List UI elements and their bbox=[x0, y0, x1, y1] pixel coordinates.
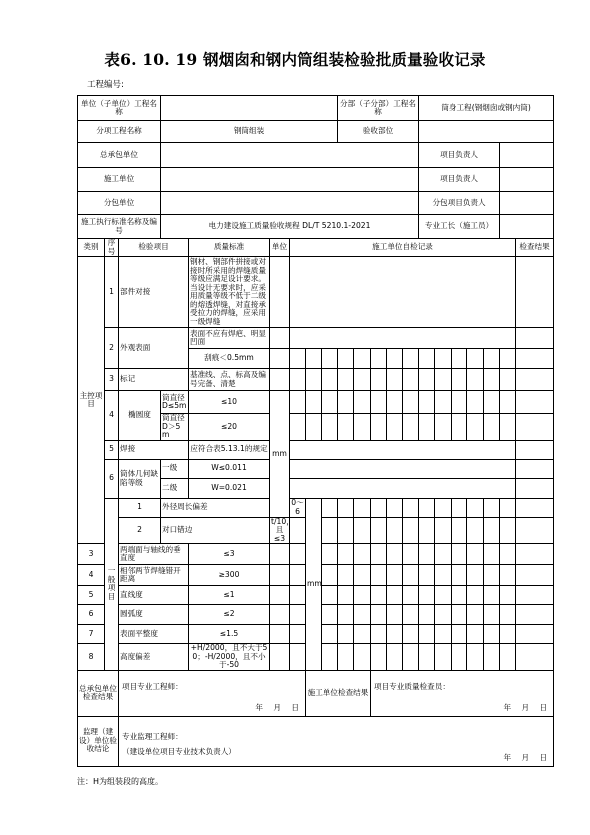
unit-project-name-label: 单位（子单位）工程名称 bbox=[78, 96, 161, 121]
check-cell[interactable] bbox=[484, 349, 500, 369]
result-header: 检查结果 bbox=[516, 239, 554, 257]
check-cell[interactable] bbox=[290, 625, 306, 644]
check-item-cell: 对口错边 bbox=[161, 517, 270, 544]
check-cell[interactable] bbox=[419, 605, 435, 625]
check-cell[interactable] bbox=[403, 517, 419, 544]
check-cell[interactable] bbox=[270, 644, 290, 671]
check-cell[interactable] bbox=[306, 414, 322, 441]
check-cell[interactable] bbox=[467, 586, 484, 605]
unit-project-name-value[interactable] bbox=[161, 96, 338, 121]
subcontractor-label: 分包单位 bbox=[78, 192, 161, 215]
gc-sign-date: 年 月 日 bbox=[255, 703, 299, 712]
check-cell[interactable] bbox=[371, 391, 387, 414]
check-cell[interactable] bbox=[354, 414, 371, 441]
check-cell[interactable] bbox=[403, 644, 419, 671]
check-cell[interactable] bbox=[403, 605, 419, 625]
seq-cell: 1 bbox=[105, 257, 119, 328]
check-cell[interactable] bbox=[435, 517, 452, 544]
check-cell[interactable] bbox=[500, 605, 516, 625]
check-cell[interactable] bbox=[354, 349, 371, 369]
check-item-cell: 圆弧度 bbox=[119, 605, 189, 625]
check-cell[interactable] bbox=[371, 349, 387, 369]
seq-cell: 2 bbox=[119, 517, 161, 544]
check-cell[interactable] bbox=[419, 644, 435, 671]
check-cell[interactable] bbox=[484, 498, 500, 517]
category-header: 类别 bbox=[78, 239, 105, 257]
check-cell[interactable] bbox=[500, 586, 516, 605]
standard-cell: W=0.021 bbox=[189, 478, 270, 498]
check-cell[interactable] bbox=[270, 544, 290, 565]
check-cell[interactable] bbox=[484, 565, 500, 586]
check-cell[interactable] bbox=[452, 369, 467, 391]
standard-value: 电力建设施工质量验收规程 DL/T 5210.1-2021 bbox=[161, 215, 419, 239]
check-cell[interactable] bbox=[467, 414, 484, 441]
unit-cell: mm bbox=[306, 498, 322, 670]
seq-cell: 3 bbox=[105, 369, 119, 391]
check-cell[interactable] bbox=[371, 565, 387, 586]
check-item-cell: 相邻两节焊缝错开距离 bbox=[119, 565, 189, 586]
result-cell[interactable] bbox=[516, 459, 554, 478]
check-cell[interactable] bbox=[500, 544, 516, 565]
subcontractor-value[interactable] bbox=[161, 192, 419, 215]
seq-cell: 8 bbox=[78, 644, 105, 671]
seq-cell: 5 bbox=[105, 440, 119, 459]
standard-cell: ≤20 bbox=[189, 414, 270, 441]
standard-cell: ≤10 bbox=[189, 391, 270, 414]
check-cell[interactable] bbox=[322, 498, 338, 517]
check-cell[interactable] bbox=[403, 544, 419, 565]
item-project-name-value[interactable]: 钢筒组装 bbox=[161, 121, 338, 143]
check-item-cell: 直线度 bbox=[119, 586, 189, 605]
check-cell[interactable] bbox=[290, 586, 306, 605]
constructor-value[interactable] bbox=[161, 168, 419, 192]
check-cell[interactable] bbox=[338, 517, 354, 544]
check-cell[interactable] bbox=[270, 565, 290, 586]
check-cell[interactable] bbox=[290, 369, 306, 391]
check-cell[interactable] bbox=[403, 391, 419, 414]
main-control-label: 主控项目 bbox=[78, 257, 105, 544]
check-cell[interactable] bbox=[500, 349, 516, 369]
check-cell[interactable] bbox=[290, 349, 306, 369]
check-cell[interactable] bbox=[354, 565, 371, 586]
result-cell[interactable] bbox=[516, 565, 554, 586]
check-cell[interactable] bbox=[306, 369, 322, 391]
check-item-cell: 表面平整度 bbox=[119, 625, 189, 644]
general-contractor-value[interactable] bbox=[161, 143, 419, 168]
check-cell[interactable] bbox=[322, 544, 338, 565]
check-cell[interactable] bbox=[338, 369, 354, 391]
check-cell[interactable] bbox=[354, 498, 371, 517]
result-cell[interactable] bbox=[516, 625, 554, 644]
check-cell[interactable] bbox=[290, 644, 306, 671]
self-check-cell[interactable] bbox=[290, 478, 516, 498]
gc-project-lead-value[interactable] bbox=[500, 143, 554, 168]
seq-cell: 4 bbox=[78, 565, 105, 586]
seq-cell: 1 bbox=[119, 498, 161, 517]
standard-cell: W≤0.011 bbox=[189, 459, 270, 478]
check-cell[interactable] bbox=[354, 369, 371, 391]
check-cell[interactable] bbox=[338, 605, 354, 625]
check-cell[interactable] bbox=[452, 517, 467, 544]
result-cell[interactable] bbox=[516, 369, 554, 391]
check-cell[interactable] bbox=[338, 349, 354, 369]
check-cell[interactable] bbox=[403, 565, 419, 586]
check-cell[interactable] bbox=[338, 544, 354, 565]
gc-project-lead-label: 项目负责人 bbox=[419, 143, 500, 168]
constructor-lead-value[interactable] bbox=[500, 168, 554, 192]
check-cell[interactable] bbox=[322, 349, 338, 369]
check-cell[interactable] bbox=[290, 605, 306, 625]
check-cell[interactable] bbox=[500, 369, 516, 391]
standard-cell: ≤2 bbox=[189, 605, 270, 625]
seq-cell: 6 bbox=[78, 605, 105, 625]
check-cell[interactable] bbox=[419, 565, 435, 586]
check-cell[interactable] bbox=[467, 391, 484, 414]
self-check-cell[interactable] bbox=[290, 328, 516, 349]
check-cell[interactable] bbox=[387, 414, 403, 441]
check-cell[interactable] bbox=[452, 544, 467, 565]
check-cell[interactable] bbox=[290, 414, 306, 441]
standard-cell: t/10，且≤3 bbox=[271, 516, 294, 543]
check-cell[interactable] bbox=[371, 605, 387, 625]
check-cell[interactable] bbox=[371, 625, 387, 644]
sub-project-lead-label: 分包项目负责人 bbox=[419, 192, 500, 215]
footnote: 注：H为组装段的高度。 bbox=[77, 777, 164, 786]
check-cell[interactable] bbox=[435, 369, 452, 391]
unit-cell bbox=[270, 349, 290, 369]
check-cell[interactable] bbox=[484, 586, 500, 605]
check-cell[interactable] bbox=[270, 586, 290, 605]
supervision-conclusion-label: 监理（建设）单位验收结论 bbox=[78, 716, 119, 766]
check-item-cell: 两端面与轴线的垂直度 bbox=[119, 544, 189, 565]
check-cell[interactable] bbox=[387, 605, 403, 625]
check-item-cell: 焊接 bbox=[119, 440, 189, 459]
check-cell[interactable] bbox=[435, 391, 452, 414]
check-cell[interactable] bbox=[270, 625, 290, 644]
standard-cell: +H/2000，且不大于50；-H/2000，且不小于-50 bbox=[189, 644, 270, 671]
check-cell[interactable] bbox=[322, 625, 338, 644]
sub-item-cell: 筒直径D≤5m bbox=[161, 391, 189, 414]
constructor-label: 施工单位 bbox=[78, 168, 161, 192]
check-cell[interactable] bbox=[306, 349, 322, 369]
check-cell[interactable] bbox=[354, 625, 371, 644]
constructor-signature-cell[interactable] bbox=[371, 670, 554, 716]
check-cell[interactable] bbox=[306, 391, 322, 414]
check-cell[interactable] bbox=[387, 517, 403, 544]
check-cell[interactable] bbox=[387, 391, 403, 414]
check-cell[interactable] bbox=[322, 391, 338, 414]
check-cell[interactable] bbox=[270, 605, 290, 625]
check-cell[interactable] bbox=[338, 644, 354, 671]
check-item-cell: 标记 bbox=[119, 369, 189, 391]
seq-cell: 4 bbox=[105, 391, 119, 441]
check-cell[interactable] bbox=[322, 586, 338, 605]
seq-header: 序号 bbox=[105, 239, 119, 257]
subunit-project-name-value[interactable]: 筒身工程(钢烟囱或钢内筒) bbox=[419, 96, 554, 121]
check-cell[interactable] bbox=[338, 565, 354, 586]
check-item-cell: 外观表面 bbox=[119, 328, 189, 369]
check-cell[interactable] bbox=[403, 498, 419, 517]
check-cell[interactable] bbox=[371, 544, 387, 565]
check-cell[interactable] bbox=[322, 644, 338, 671]
self-check-cell[interactable] bbox=[290, 459, 516, 478]
check-cell[interactable] bbox=[516, 517, 554, 544]
check-cell[interactable] bbox=[435, 586, 452, 605]
project-number-label: 工程编号: bbox=[87, 80, 124, 90]
check-cell[interactable] bbox=[452, 644, 467, 671]
check-cell[interactable] bbox=[467, 644, 484, 671]
check-cell[interactable] bbox=[484, 544, 500, 565]
check-cell[interactable] bbox=[387, 644, 403, 671]
result-cell[interactable] bbox=[516, 391, 554, 414]
check-cell[interactable] bbox=[354, 605, 371, 625]
check-cell[interactable] bbox=[467, 625, 484, 644]
check-cell[interactable] bbox=[467, 565, 484, 586]
check-cell[interactable] bbox=[403, 349, 419, 369]
check-cell[interactable] bbox=[484, 414, 500, 441]
check-cell[interactable] bbox=[500, 517, 516, 544]
check-cell[interactable] bbox=[419, 586, 435, 605]
foreman-label: 专业工长（施工员） bbox=[419, 215, 500, 239]
check-cell[interactable] bbox=[371, 498, 387, 517]
supervising-engineer-label: 专业监理工程师： bbox=[122, 731, 183, 741]
gc-check-result-label: 总承包单位检查结果 bbox=[78, 670, 119, 716]
sub-item-cell: 筒直径D＞5m bbox=[161, 414, 189, 441]
general-items-label: 一般项目 bbox=[105, 498, 119, 670]
check-cell[interactable] bbox=[467, 605, 484, 625]
check-cell[interactable] bbox=[435, 498, 452, 517]
check-cell[interactable] bbox=[419, 498, 435, 517]
check-cell[interactable] bbox=[387, 586, 403, 605]
sub-item-cell: 一级 bbox=[161, 459, 189, 478]
check-cell[interactable] bbox=[435, 605, 452, 625]
check-cell[interactable] bbox=[354, 391, 371, 414]
check-cell[interactable] bbox=[467, 544, 484, 565]
check-cell[interactable] bbox=[452, 586, 467, 605]
standard-cell: 表面不应有焊疤、明显凹面 bbox=[189, 328, 270, 349]
check-cell[interactable] bbox=[419, 349, 435, 369]
unit-cell bbox=[270, 328, 290, 349]
check-cell[interactable] bbox=[452, 498, 467, 517]
unit-cell bbox=[270, 369, 290, 391]
standard-cell: 应符合表5.13.1的规定 bbox=[189, 440, 270, 459]
document-title: 表6. 10. 19 钢烟囱和钢内筒组装检验批质量验收记录 bbox=[104, 50, 486, 69]
check-cell[interactable] bbox=[484, 625, 500, 644]
standard-cell: ≤1.5 bbox=[189, 625, 270, 644]
result-cell[interactable] bbox=[516, 257, 554, 328]
check-item-header: 检验项目 bbox=[119, 239, 189, 257]
check-cell[interactable] bbox=[500, 498, 516, 517]
item-project-name-label: 分项工程名称 bbox=[78, 121, 161, 143]
quality-inspector-label: 项目专业质量检查员： bbox=[374, 681, 450, 691]
result-cell[interactable] bbox=[516, 478, 554, 498]
result-cell[interactable] bbox=[516, 586, 554, 605]
check-cell[interactable] bbox=[484, 605, 500, 625]
check-cell[interactable] bbox=[387, 498, 403, 517]
standard-cell: 基准线、点、标高及编号完备、清楚 bbox=[189, 369, 270, 391]
check-cell[interactable] bbox=[354, 544, 371, 565]
check-cell[interactable] bbox=[419, 625, 435, 644]
owner-tech-lead-label: （建设单位项目专业技术负责人） bbox=[122, 746, 236, 756]
check-cell[interactable] bbox=[435, 414, 452, 441]
self-check-cell[interactable] bbox=[290, 257, 516, 328]
check-cell[interactable] bbox=[500, 391, 516, 414]
seq-cell: 2 bbox=[105, 328, 119, 369]
result-cell[interactable] bbox=[516, 644, 554, 671]
result-cell[interactable] bbox=[516, 440, 554, 459]
check-cell[interactable] bbox=[371, 369, 387, 391]
constructor-lead-label: 项目负责人 bbox=[419, 168, 500, 192]
self-check-header: 施工单位自检记录 bbox=[290, 239, 516, 257]
check-cell[interactable] bbox=[452, 414, 467, 441]
constructor-sign-date: 年 月 日 bbox=[503, 703, 548, 712]
check-cell[interactable] bbox=[419, 414, 435, 441]
supervision-sign-date: 年 月 日 bbox=[503, 753, 548, 762]
check-cell[interactable] bbox=[452, 349, 467, 369]
seq-cell: 6 bbox=[105, 459, 119, 498]
check-cell[interactable] bbox=[338, 625, 354, 644]
standard-cell: ≤3 bbox=[189, 544, 270, 565]
check-cell[interactable] bbox=[322, 369, 338, 391]
check-item-cell: 部件对接 bbox=[119, 257, 189, 328]
check-cell[interactable] bbox=[484, 369, 500, 391]
result-cell[interactable] bbox=[516, 328, 554, 349]
check-cell[interactable] bbox=[419, 544, 435, 565]
check-cell[interactable] bbox=[322, 565, 338, 586]
seq-cell: 5 bbox=[78, 586, 105, 605]
check-cell[interactable] bbox=[290, 565, 306, 586]
check-cell[interactable] bbox=[290, 544, 306, 565]
check-cell[interactable] bbox=[290, 391, 306, 414]
check-cell[interactable] bbox=[387, 369, 403, 391]
check-cell[interactable] bbox=[322, 605, 338, 625]
check-cell[interactable] bbox=[467, 517, 484, 544]
standard-cell: ≥300 bbox=[189, 565, 270, 586]
check-cell[interactable] bbox=[354, 644, 371, 671]
check-cell[interactable] bbox=[403, 414, 419, 441]
unit-cell: mm bbox=[270, 391, 290, 518]
foreman-value[interactable] bbox=[500, 215, 554, 239]
check-cell[interactable] bbox=[500, 625, 516, 644]
check-cell[interactable] bbox=[484, 517, 500, 544]
check-cell[interactable] bbox=[371, 586, 387, 605]
standard-cell: 钢材、钢部件拼接或对接时所采用的焊缝质量等级应满足设计要求。当设计无要求时，应采用质量等级不低于二级的熔透焊缝，对直接承受拉力的焊缝，应采用一级焊缝 bbox=[189, 257, 270, 328]
check-cell[interactable] bbox=[435, 349, 452, 369]
standard-header: 质量标准 bbox=[189, 239, 270, 257]
subunit-project-name-label: 分部（子分部）工程名称 bbox=[338, 96, 419, 121]
gc-signature-cell[interactable] bbox=[119, 670, 306, 716]
check-cell[interactable] bbox=[387, 625, 403, 644]
check-cell[interactable] bbox=[484, 644, 500, 671]
check-cell[interactable] bbox=[403, 586, 419, 605]
check-cell[interactable] bbox=[338, 498, 354, 517]
check-cell[interactable] bbox=[322, 414, 338, 441]
check-cell[interactable] bbox=[403, 369, 419, 391]
check-cell[interactable] bbox=[371, 644, 387, 671]
acceptance-part-label: 验收部位 bbox=[338, 121, 419, 143]
check-cell[interactable] bbox=[354, 517, 371, 544]
sub-item-cell: 二级 bbox=[161, 478, 189, 498]
check-cell[interactable] bbox=[500, 565, 516, 586]
check-cell[interactable] bbox=[354, 586, 371, 605]
check-cell[interactable] bbox=[419, 517, 435, 544]
standard-cell: 0～6 bbox=[291, 498, 304, 516]
check-cell[interactable] bbox=[338, 414, 354, 441]
check-cell[interactable] bbox=[387, 544, 403, 565]
result-cell[interactable] bbox=[516, 349, 554, 369]
check-item-cell: 筒体几何缺陷等级 bbox=[119, 459, 161, 498]
unit-header: 单位 bbox=[270, 239, 290, 257]
check-cell[interactable] bbox=[419, 369, 435, 391]
result-cell[interactable] bbox=[516, 605, 554, 625]
result-cell[interactable] bbox=[516, 544, 554, 565]
check-cell[interactable] bbox=[452, 391, 467, 414]
check-item-cell: 高度偏差 bbox=[119, 644, 189, 671]
constructor-check-result-label: 施工单位检查结果 bbox=[306, 670, 371, 716]
check-cell[interactable] bbox=[419, 391, 435, 414]
general-contractor-label: 总承包单位 bbox=[78, 143, 161, 168]
acceptance-part-value[interactable] bbox=[419, 121, 554, 143]
check-cell[interactable] bbox=[387, 349, 403, 369]
check-cell[interactable] bbox=[500, 644, 516, 671]
check-cell[interactable] bbox=[467, 349, 484, 369]
check-cell[interactable] bbox=[322, 517, 338, 544]
seq-cell: 3 bbox=[78, 544, 105, 565]
check-cell[interactable] bbox=[484, 391, 500, 414]
check-cell[interactable] bbox=[452, 625, 467, 644]
check-cell[interactable] bbox=[516, 498, 554, 517]
result-cell[interactable] bbox=[516, 414, 554, 441]
check-cell[interactable] bbox=[371, 414, 387, 441]
standard-cell: ≤1 bbox=[189, 586, 270, 605]
inspection-record-table bbox=[77, 95, 554, 767]
check-cell[interactable] bbox=[338, 391, 354, 414]
gc-engineer-label: 项目专业工程师： bbox=[122, 681, 183, 691]
check-cell[interactable] bbox=[452, 565, 467, 586]
check-cell[interactable] bbox=[435, 544, 452, 565]
self-check-cell[interactable] bbox=[290, 440, 516, 459]
check-cell[interactable] bbox=[435, 565, 452, 586]
check-item-cell: 外径周长偏差 bbox=[161, 498, 270, 517]
standard-cell: 刮痕＜0.5mm bbox=[189, 349, 270, 369]
check-item-cell: 椭圆度 bbox=[119, 391, 161, 441]
standard-label: 施工执行标准名称及编号 bbox=[78, 215, 161, 239]
check-cell[interactable] bbox=[403, 625, 419, 644]
check-cell[interactable] bbox=[338, 586, 354, 605]
check-cell[interactable] bbox=[435, 644, 452, 671]
check-cell[interactable] bbox=[435, 625, 452, 644]
check-cell[interactable] bbox=[452, 605, 467, 625]
check-cell[interactable] bbox=[371, 517, 387, 544]
check-cell[interactable] bbox=[500, 414, 516, 441]
check-cell[interactable] bbox=[467, 498, 484, 517]
seq-cell: 7 bbox=[78, 625, 105, 644]
check-cell[interactable] bbox=[467, 369, 484, 391]
supervision-signature-cell[interactable] bbox=[119, 716, 554, 766]
unit-cell bbox=[270, 257, 290, 328]
sub-project-lead-value[interactable] bbox=[500, 192, 554, 215]
check-cell[interactable] bbox=[387, 565, 403, 586]
